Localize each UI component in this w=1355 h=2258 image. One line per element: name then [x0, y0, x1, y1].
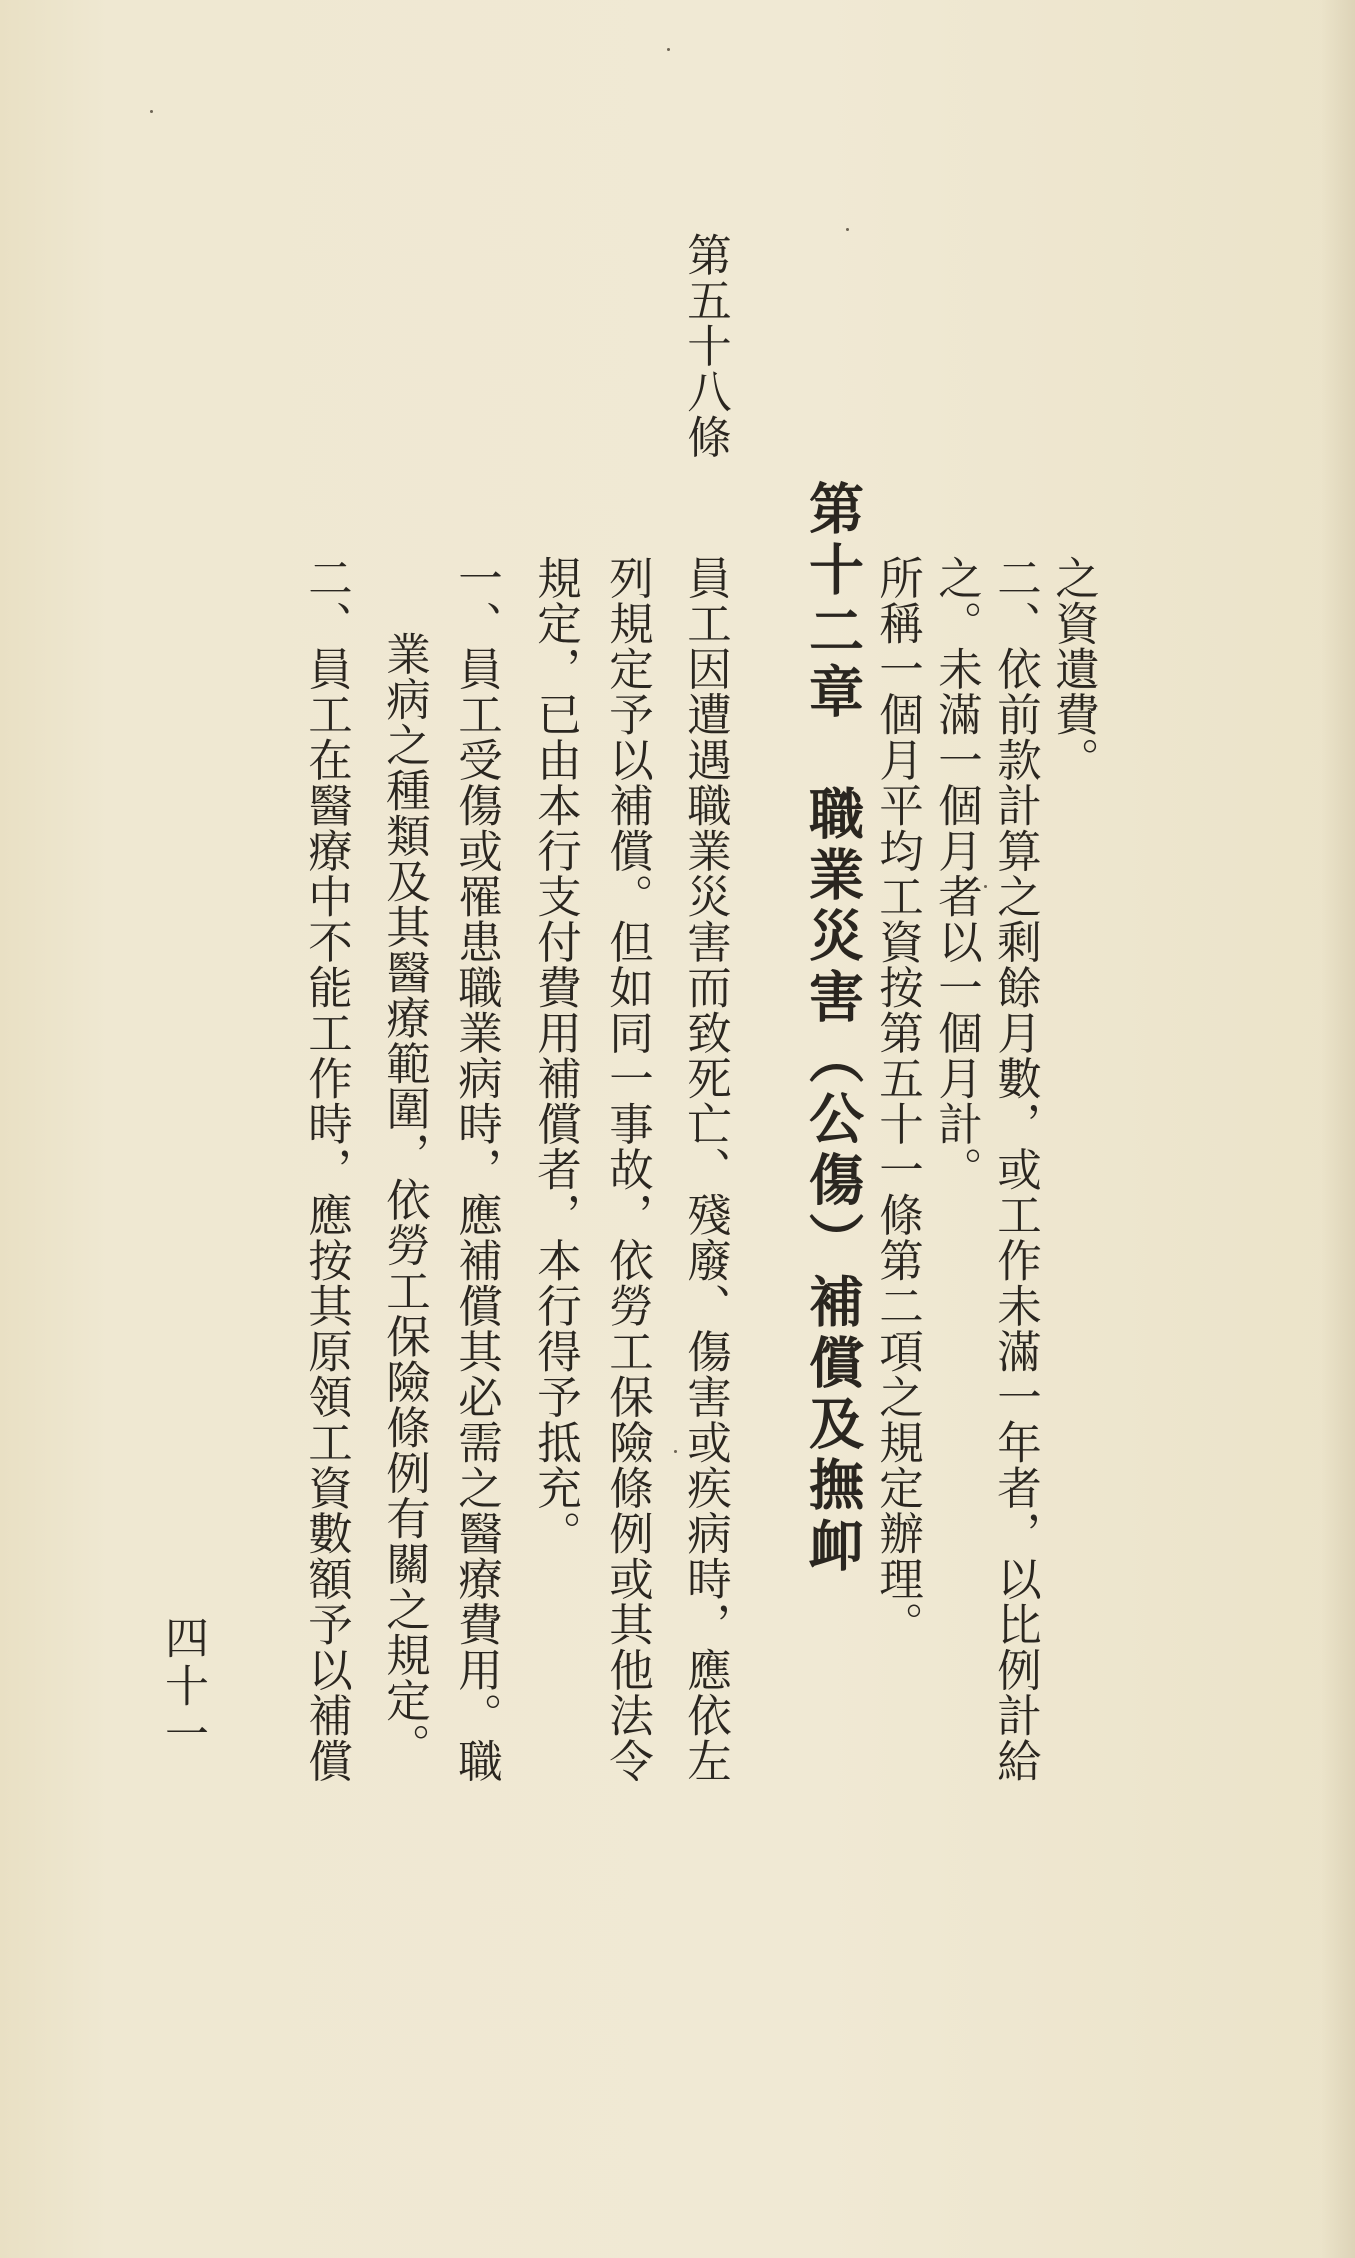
text-column-4: 所稱一個月平均工資按第五十一條第二項之規定辦理。 — [871, 555, 923, 1647]
chapter-heading: 第十二章 職業災害（公傷）補償及撫卹 — [800, 480, 865, 1578]
paper-speck — [846, 228, 849, 231]
article-text-3: 規定，已由本行支付費用補償者，本行得予抵充。 — [529, 555, 581, 1556]
article-text-4: 一、員工受傷或罹患職業病時，應補償其必需之醫療費用。職 — [450, 555, 502, 1784]
article-text-2: 列規定予以補償。但如同一事故，依勞工保險條例或其他法令 — [601, 555, 653, 1784]
paper-speck — [984, 885, 987, 888]
article-label: 第五十八條 — [679, 232, 731, 460]
article-text-6: 二、員工在醫療中不能工作時，應按其原領工資數額予以補償 — [300, 555, 352, 1784]
text-column-3: 之。未滿一個月者以一個月計。 — [930, 555, 982, 1192]
paper-speck — [667, 48, 670, 51]
article-text-5: 業病之種類及其醫療範圍，依勞工保險條例有關之規定。 — [378, 631, 430, 1769]
page-edge-shadow — [1321, 0, 1355, 2258]
page-number: 四十一 — [157, 1615, 208, 1759]
paper-speck — [674, 1450, 677, 1453]
article-text-1: 員工因遭遇職業災害而致死亡、殘廢、傷害或疾病時，應依左 — [679, 555, 731, 1784]
paper-speck — [150, 110, 153, 113]
text-column-1: 之資遺費。 — [1047, 555, 1099, 783]
text-column-2: 二、依前款計算之剩餘月數，或工作未滿一年者，以比例計給 — [989, 555, 1041, 1784]
